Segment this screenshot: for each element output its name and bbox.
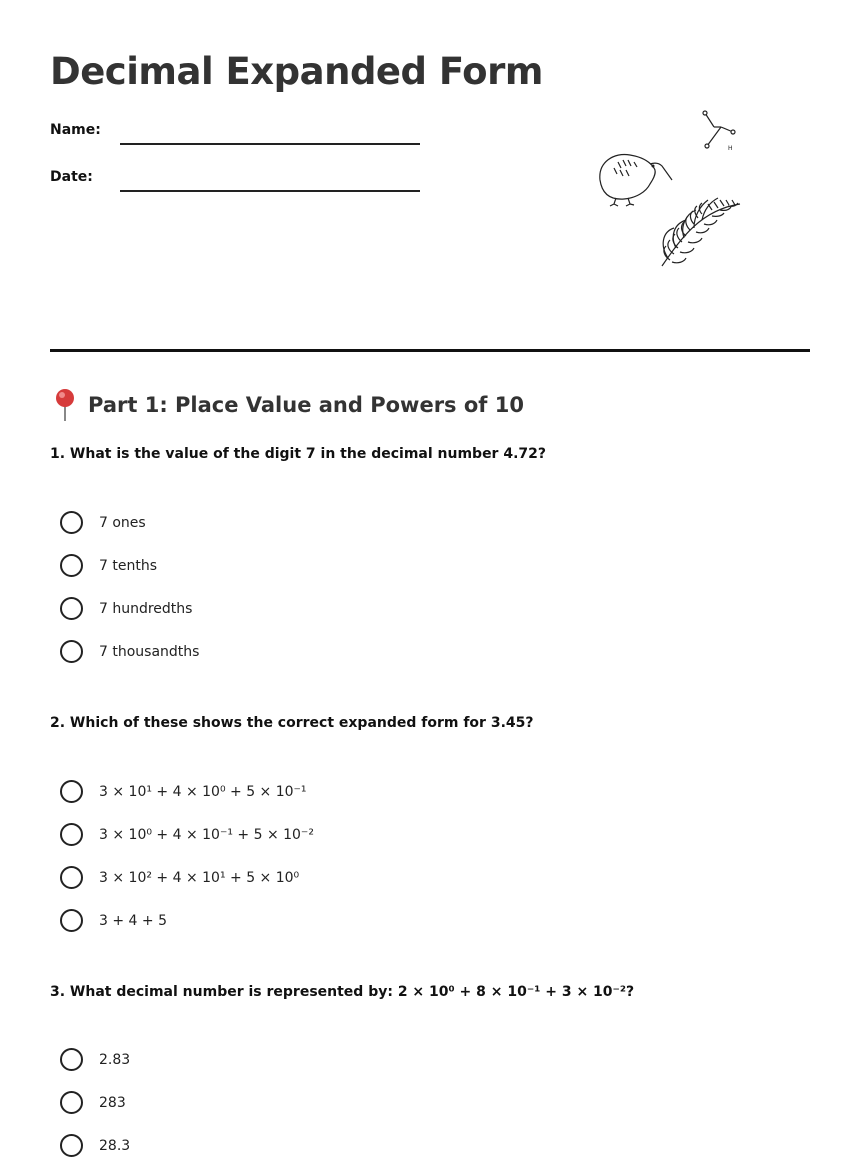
radio-button[interactable] (60, 866, 83, 889)
option-label: 28.3 (99, 1137, 131, 1154)
q1-option-3[interactable] (60, 597, 192, 620)
q2-option-4[interactable] (60, 909, 167, 932)
q1-option-4[interactable] (60, 640, 199, 663)
name-label: Name: (50, 122, 101, 138)
date-label: Date: (50, 169, 93, 185)
radio-button[interactable] (60, 640, 83, 663)
question-3: 3. What decimal number is represented by: 2 × 10⁰ + 8 × 10⁻¹ + 3 × 10⁻²? (50, 984, 635, 1000)
question-1: 1. What is the value of the digit 7 in the decimal number 4.72? (50, 446, 547, 462)
radio-button[interactable] (60, 1048, 83, 1071)
radio-button[interactable] (60, 1091, 83, 1114)
molecule-icon (703, 111, 735, 152)
option-label: 7 ones (99, 514, 146, 531)
q3-option-2[interactable] (60, 1091, 126, 1114)
q3-option-1[interactable] (60, 1048, 130, 1071)
name-field[interactable] (120, 143, 420, 145)
option-label: 2.83 (99, 1051, 131, 1068)
kiwi-bird-icon (600, 154, 672, 206)
date-field[interactable] (120, 190, 420, 192)
q1-option-1[interactable] (60, 511, 146, 534)
q3-option-3[interactable] (60, 1134, 130, 1157)
option-label: 7 hundredths (99, 600, 193, 617)
option-label: 7 tenths (99, 557, 157, 574)
pushpin-icon (50, 388, 80, 422)
part1-heading (50, 388, 524, 422)
option-label: 3 × 10¹ + 4 × 10⁰ + 5 × 10⁻¹ (99, 783, 307, 800)
radio-button[interactable] (60, 823, 83, 846)
option-label: 3 × 10² + 4 × 10¹ + 5 × 10⁰ (99, 869, 300, 886)
radio-button[interactable] (60, 511, 83, 534)
radio-button[interactable] (60, 780, 83, 803)
radio-button[interactable] (60, 1134, 83, 1157)
q1-option-2[interactable] (60, 554, 157, 577)
question-2: 2. Which of these shows the correct expanded form for 3.45? (50, 715, 534, 731)
part1-title: Part 1: Place Value and Powers of 10 (88, 393, 524, 417)
option-label: 3 × 10⁰ + 4 × 10⁻¹ + 5 × 10⁻² (99, 826, 314, 843)
worksheet-title: Decimal Expanded Form (50, 50, 543, 93)
q2-option-2[interactable] (60, 823, 314, 846)
q2-option-1[interactable] (60, 780, 307, 803)
decorative-illustration (590, 100, 750, 275)
svg-text:H: H (728, 145, 733, 152)
radio-button[interactable] (60, 597, 83, 620)
section-divider (50, 349, 810, 352)
option-label: 7 thousandths (99, 643, 200, 660)
radio-button[interactable] (60, 554, 83, 577)
q2-option-3[interactable] (60, 866, 299, 889)
option-label: 283 (99, 1094, 126, 1111)
fern-icon (662, 198, 740, 266)
option-label: 3 + 4 + 5 (99, 912, 167, 929)
radio-button[interactable] (60, 909, 83, 932)
